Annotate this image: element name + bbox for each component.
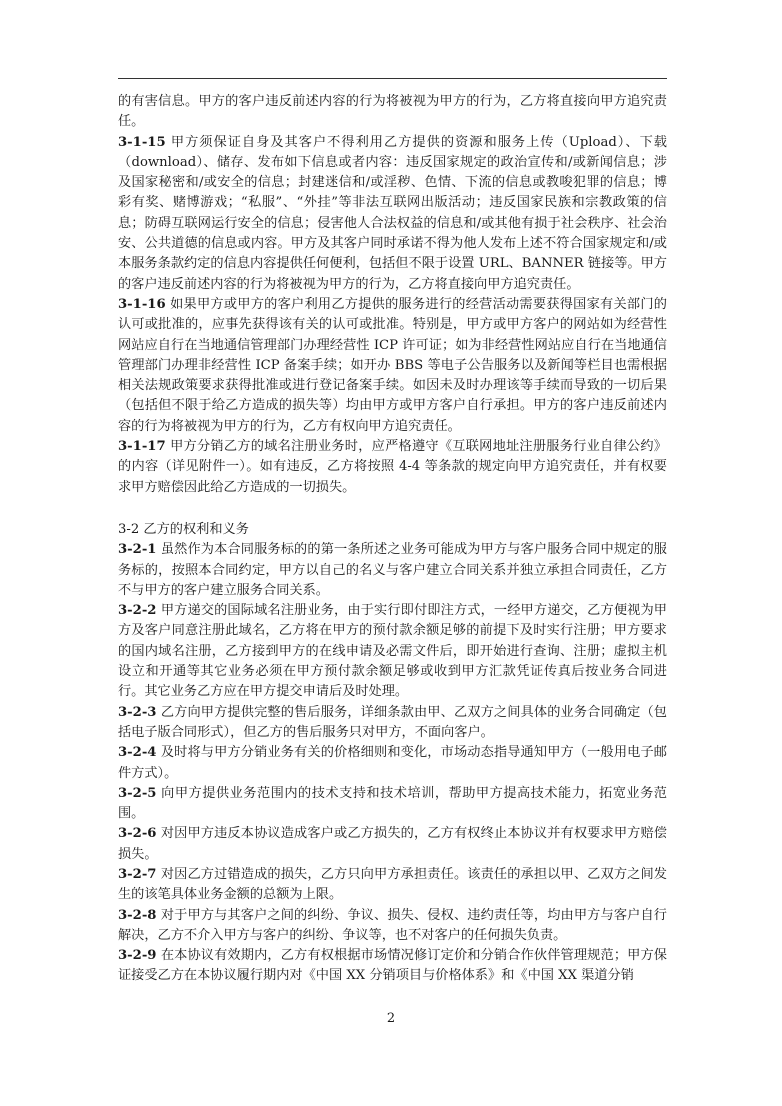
- clause-number: 3-2-7: [118, 866, 157, 882]
- clause-paragraph: [118, 906, 667, 947]
- section-heading: 3-2 乙方的权利和义务: [118, 521, 249, 537]
- clause-text: 及时将与甲方分销业务有关的价格细则和变化，市场动态指导通知甲方（一般用电子邮件方式）。: [118, 745, 667, 781]
- clause-text: 在本协议有效期内，乙方有权根据市场情况修订定价和分销合作伙伴管理规范；甲方保证接受乙方在本协议履行期内对《中国 XX 分销项目与价格体系》和《中国 XX 渠道分销: [118, 948, 667, 984]
- clause-text: 对因甲方违反本协议造成客户或乙方损失的，乙方有权终止本协议并有权要求甲方赔偿损失。: [118, 826, 667, 862]
- clause-paragraph: [118, 824, 667, 865]
- clause-text: 的有害信息。甲方的客户违反前述内容的行为将被视为甲方的行为，乙方将直接向甲方追究责任。: [118, 94, 667, 130]
- clause-text: 甲方须保证自身及其客户不得利用乙方提供的资源和服务上传（Upload）、下载（download）、储存、发布如下信息或者内容：违反国家规定的政治宣传和/或新闻信息；涉及国家秘密和/或安全的信息；封建迷信和/或淫秽、色情、下流的信息或教唆犯罪的信息；博彩有奖、赌博游戏；“私服”、“外挂”等非法互联网出版活动；违反国家民族和宗教政策的信息；防碍互联网运行安全的信息；侵害他人合法权益的信息和/或其他有损于社会秩序、社会治安、公共道德的信息或内容。甲方及其客户同时承诺不得为他人发布上述不符合国家规定和/或本服务条款约定的信息内容提供任何便利，包括但不限于设置 URL、BANNER 链接等。甲方的客户违反前述内容的行为将被视为甲方的行为，乙方将直接向甲方追究责任。: [118, 134, 667, 292]
- clause-text: 虽然作为本合同服务标的的第一条所述之业务可能成为甲方与客户服务合同中规定的服务标的，按照本合同约定，甲方以自己的名义与客户建立合同关系并独立承担合同责任，乙方不与甲方的客户建立服务合同关系。: [118, 542, 667, 598]
- clause-text: 乙方向甲方提供完整的售后服务，详细条款由甲、乙双方之间具体的业务合同确定（包括电子版合同形式），但乙方的售后服务只对甲方，不面向客户。: [118, 704, 667, 740]
- clause-paragraph: [118, 295, 667, 437]
- clause-text: 对于甲方与其客户之间的纠纷、争议、损失、侵权、违约责任等，均由甲方与客户自行解决，乙方不介入甲方与客户的纠纷、争议等，也不对客户的任何损失负责。: [118, 907, 667, 943]
- clause-text: 向甲方提供业务范围内的技术支持和技术培训，帮助甲方提高技术能力，拓宽业务范围。: [118, 785, 667, 822]
- clause-number: 3-2-4: [118, 745, 157, 761]
- clause-paragraph: [118, 703, 667, 744]
- clause-paragraph: [118, 601, 667, 702]
- clause-text: 如果甲方或甲方的客户利用乙方提供的服务进行的经营活动需要获得国家有关部门的认可或批准的，应事先获得该有关的认可或批准。特别是，甲方或甲方客户的网站如为经营性网站应自行在当地通信管理部门办理经营性 ICP 许可证；如为非经营性网站应自行在当地通信管理部门办理非经营性 ICP 备案手续；如开办 BBS 等电子公告服务以及新闻等栏目也需根据相关法规政策要求获得批准或进行登记备案手续。如因未及时办理该等手续而导致的一切后果（包括但不限于给乙方造成的损失等）均由甲方或甲方客户自行承担。甲方的客户违反前述内容的行为将被视为甲方的行为，乙方有权向甲方追究责任。: [118, 296, 667, 434]
- page-number: 2: [386, 1011, 396, 1026]
- clauses-3-2: [118, 540, 667, 987]
- clause-paragraph: [118, 743, 667, 784]
- clause-text: 甲方递交的国际域名注册业务，由于实行即付即注方式，一经甲方递交，乙方便视为甲方及客户同意注册此域名，乙方将在甲方的预付款余额足够的前提下及时实行注册；甲方要求的国内域名注册，乙方接到甲方的在线申请及必需文件后，即开始进行查询、注册；虚拟主机设立和开通等其它业务必须在甲方预付款余额足够或收到甲方汇款凭证传真后按业务合同进行。其它业务乙方应在甲方提交申请后及时处理。: [118, 603, 667, 700]
- clause-paragraph: [118, 784, 667, 825]
- clause-number: 3-2-9: [118, 948, 157, 964]
- clauses-3-1: [118, 92, 667, 498]
- clause-paragraph: [118, 437, 667, 498]
- clause-number: 3-2-8: [118, 907, 157, 923]
- clause-text: 对因乙方过错造成的损失，乙方只向甲方承担责任。该责任的承担以甲、乙双方之间发生的该笔具体业务金额的总额为上限。: [118, 866, 667, 903]
- clause-number: 3-2-3: [118, 704, 157, 720]
- clause-number: 3-2-6: [118, 826, 157, 842]
- clause-number: 3-2-5: [118, 785, 157, 801]
- clause-paragraph: [118, 92, 667, 133]
- clause-paragraph: [118, 540, 667, 601]
- clause-number: 3-1-16: [118, 296, 166, 312]
- clause-number: 3-2-2: [118, 603, 157, 619]
- section-gap: [118, 498, 667, 520]
- clause-number: 3-1-15: [118, 134, 166, 150]
- clause-number: 3-2-1: [118, 542, 157, 558]
- clause-text: 甲方分销乙方的域名注册业务时，应严格遵守《互联网地址注册服务行业自律公约》的内容（详见附件一）。如有违反，乙方将按照 4-4 等条款的规定向甲方追究责任，并有权要求甲方赔偿因此给乙方造成的一切损失。: [118, 439, 667, 495]
- document-body: [118, 92, 667, 987]
- clause-paragraph: [118, 133, 667, 295]
- clause-paragraph: [118, 946, 667, 987]
- clause-number: 3-1-17: [118, 439, 166, 455]
- header-rule: [118, 78, 667, 79]
- clause-paragraph: [118, 865, 667, 906]
